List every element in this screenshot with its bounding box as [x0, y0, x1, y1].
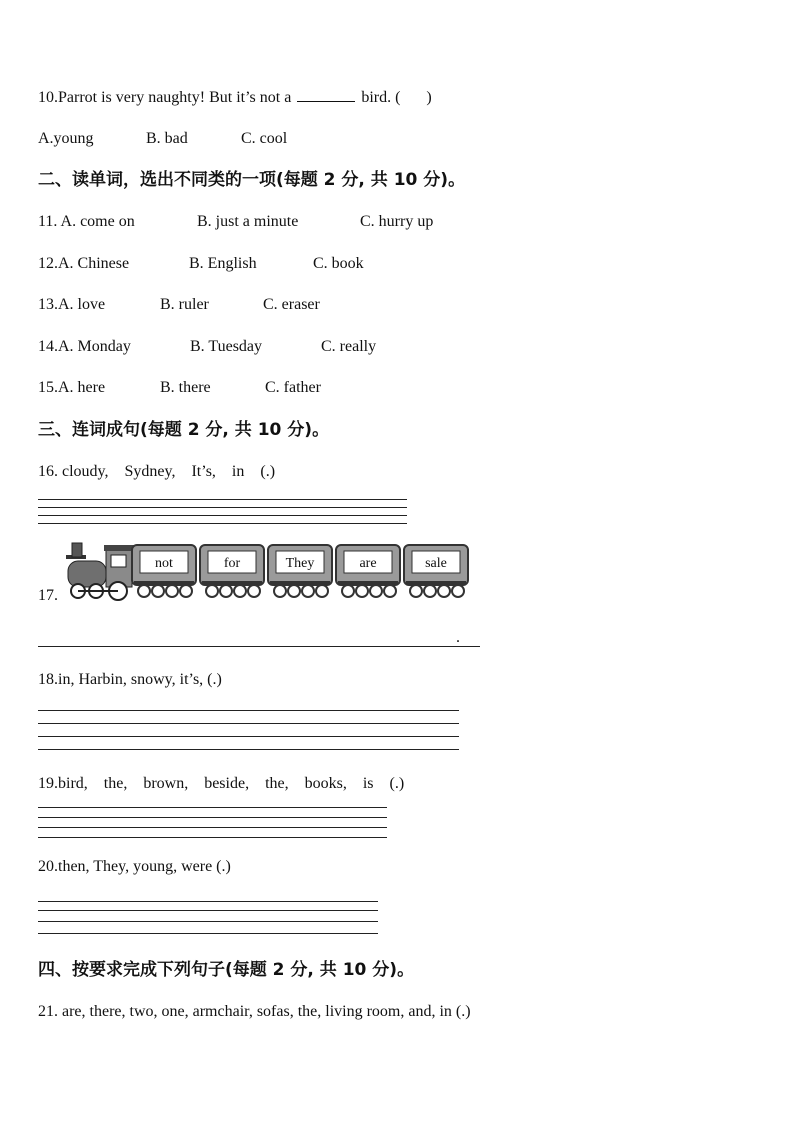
- writing-line[interactable]: [38, 807, 387, 808]
- writing-line[interactable]: [38, 523, 407, 524]
- question-14-b: B. Tuesday: [190, 338, 263, 355]
- wheel-icon: [410, 585, 422, 597]
- train-word: sale: [425, 556, 447, 571]
- option-b: B. bad: [146, 130, 188, 147]
- writing-line[interactable]: [38, 723, 459, 724]
- question-15-a: 15.A. here: [38, 379, 106, 396]
- question-12-c: C. book: [313, 255, 364, 272]
- train-word: for: [223, 556, 241, 571]
- wheel-icon: [452, 585, 464, 597]
- word-train-image: [64, 541, 470, 603]
- writing-line[interactable]: [38, 817, 387, 818]
- answer-blank[interactable]: [297, 87, 355, 102]
- wheel-icon: [220, 585, 232, 597]
- section-4-title: 四、按要求完成下列句子(每题 2 分, 共 10 分)。: [38, 960, 415, 980]
- wheel-icon: [274, 585, 286, 597]
- writing-line[interactable]: [38, 736, 459, 737]
- question-13-c: C. eraser: [263, 296, 320, 313]
- writing-line[interactable]: [38, 921, 378, 922]
- question-14-c: C. really: [321, 338, 377, 355]
- writing-line[interactable]: [38, 499, 407, 500]
- writing-line[interactable]: [38, 710, 459, 711]
- question-10: [38, 87, 432, 108]
- train-wagon: [404, 545, 468, 597]
- wheel-icon: [356, 585, 368, 597]
- train-wagon: [132, 545, 196, 597]
- wheel-icon: [248, 585, 260, 597]
- wheel-icon: [138, 585, 150, 597]
- question-10-stem: 10.Parrot is very naughty! But it’s not a: [38, 89, 292, 106]
- train-wagon: [268, 545, 332, 597]
- train-word: They: [285, 556, 315, 571]
- question-15-c: C. father: [265, 379, 321, 396]
- wheel-icon: [152, 585, 164, 597]
- question-17-period: .: [456, 629, 460, 646]
- wheel-icon: [234, 585, 246, 597]
- writing-line[interactable]: [38, 827, 387, 828]
- question-19: 19.bird, the, brown, beside, the, books, is (.): [38, 775, 405, 792]
- writing-line[interactable]: [38, 901, 378, 902]
- wheel-icon: [288, 585, 300, 597]
- writing-line[interactable]: [38, 515, 407, 516]
- question-14-a: 14.A. Monday: [38, 338, 131, 355]
- question-11-a: 11. A. come on: [38, 213, 135, 230]
- close-paren: ): [426, 89, 432, 106]
- writing-line[interactable]: [38, 837, 387, 838]
- wheel-icon: [166, 585, 178, 597]
- wheel-icon: [370, 585, 382, 597]
- writing-line[interactable]: [38, 910, 378, 911]
- wheel-icon: [342, 585, 354, 597]
- wheel-icon: [180, 585, 192, 597]
- question-16: 16. cloudy, Sydney, It’s, in (.): [38, 463, 276, 480]
- question-18: 18.in, Harbin, snowy, it’s, (.): [38, 671, 222, 688]
- train-engine-icon: [66, 543, 134, 600]
- option-c: C. cool: [241, 130, 288, 147]
- question-12-a: 12.A. Chinese: [38, 255, 130, 272]
- question-11-b: B. just a minute: [197, 213, 299, 230]
- train-wagon: [336, 545, 400, 597]
- question-17-number: 17.: [38, 587, 58, 604]
- writing-line[interactable]: [38, 933, 378, 934]
- section-2-title: 二、读单词，选出不同类的一项(每题 2 分, 共 10 分)。: [38, 170, 466, 190]
- writing-line[interactable]: [38, 507, 407, 508]
- question-21: 21. are, there, two, one, armchair, sofas, the, living room, and, in (.): [38, 1003, 471, 1020]
- wheel-icon: [438, 585, 450, 597]
- question-11-c: C. hurry up: [360, 213, 434, 230]
- train-wagon: [200, 545, 264, 597]
- question-12-b: B. English: [189, 255, 257, 272]
- question-20: 20.then, They, young, were (.): [38, 858, 231, 875]
- question-10-stem-end: bird. (: [361, 89, 401, 106]
- writing-line[interactable]: [38, 749, 459, 750]
- wheel-icon: [302, 585, 314, 597]
- train-word: are: [359, 556, 377, 571]
- wheel-icon: [316, 585, 328, 597]
- section-3-title: 三、连词成句(每题 2 分, 共 10 分)。: [38, 420, 330, 440]
- wheel-icon: [206, 585, 218, 597]
- question-15-b: B. there: [160, 379, 211, 396]
- option-a: A.young: [38, 130, 94, 147]
- question-13-a: 13.A. love: [38, 296, 106, 313]
- wheel-icon: [424, 585, 436, 597]
- wheel-icon: [384, 585, 396, 597]
- writing-line[interactable]: [38, 646, 480, 647]
- train-word: not: [155, 556, 173, 571]
- question-13-b: B. ruler: [160, 296, 209, 313]
